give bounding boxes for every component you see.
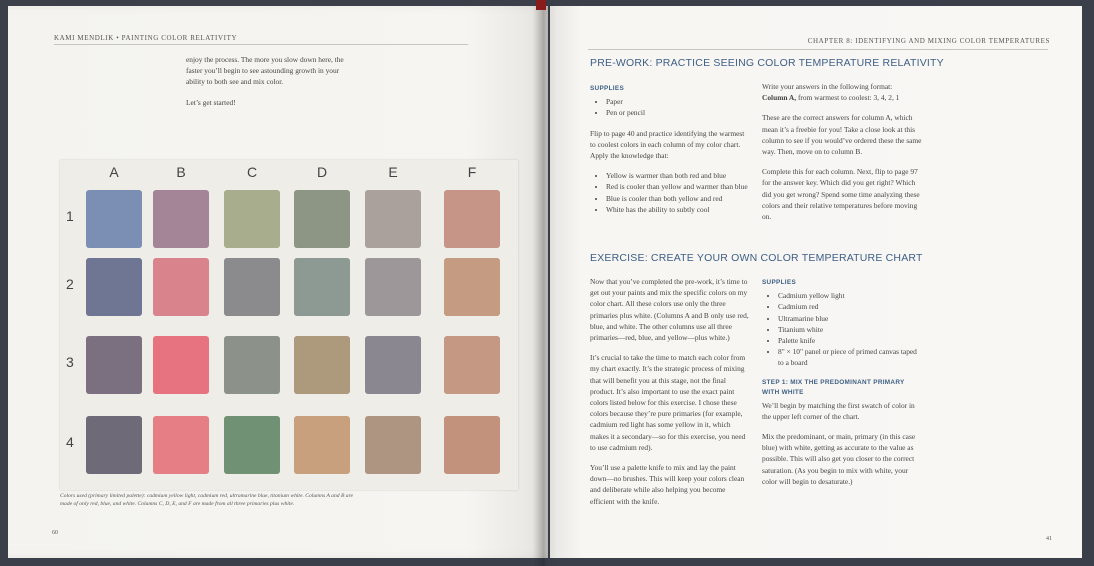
prework-supplies-list bbox=[590, 96, 750, 118]
exercise-right-column bbox=[762, 277, 922, 496]
exercise-paragraph-2: It’s crucial to take the time to match each color from my chart exactly. It’s the strategic process of mixing that will benefit you at this stage, not the final product. It’s also important to use the exact paint colors listed below for this exercise. I chose these colors because they’re pure primaries (for example, cadmium red light has some yellow in it, which makes it a secondary—so for this exercise, you need to use cadmium red). bbox=[590, 353, 746, 452]
format-example-bold: Column A, bbox=[762, 93, 797, 103]
column-label-d: D bbox=[316, 164, 328, 180]
swatch-c2 bbox=[224, 258, 280, 316]
swatch-e3 bbox=[365, 336, 421, 394]
exercise-supplies-list bbox=[762, 290, 922, 368]
row-label-2: 2 bbox=[66, 276, 74, 292]
prework-bullets bbox=[590, 170, 750, 215]
swatch-f3 bbox=[444, 336, 500, 394]
row-label-1: 1 bbox=[66, 208, 74, 224]
intro-paragraph-1: enjoy the process. The more you slow down here, the faster you’ll begin to see astounding growth in your ability to both see and mix color. bbox=[186, 55, 344, 87]
page-number-left: 60 bbox=[52, 530, 58, 536]
exercise-left-column bbox=[590, 276, 750, 516]
exercise-paragraph-3: You’ll use a palette knife to mix and lay the paint down—no brushes. This will keep your colors clean and deliberate while also helping you become efficient with the knife. bbox=[590, 463, 745, 506]
list-item: • Pen or pencil bbox=[606, 107, 750, 118]
column-label-c: C bbox=[246, 164, 258, 180]
prework-left-column bbox=[590, 83, 750, 215]
swatch-e1 bbox=[365, 190, 421, 248]
swatch-a1 bbox=[86, 190, 142, 248]
prework-right-column bbox=[762, 81, 922, 231]
swatch-d2 bbox=[294, 258, 350, 316]
swatch-a2 bbox=[86, 258, 142, 316]
swatch-f1 bbox=[444, 190, 500, 248]
swatch-d3 bbox=[294, 336, 350, 394]
list-item: • 8" × 10" panel or piece of primed canvas taped to a board bbox=[778, 346, 922, 368]
step1-paragraph-2: Mix the predominant, or main, primary (in this case blue) with white, getting as accurate to the value as possible. This will also get you closer to the correct saturation. (As you begin to mix with white, your color will begin to desaturate.) bbox=[762, 432, 916, 486]
running-head-right: CHAPTER 8: IDENTIFYING AND MIXING COLOR TEMPERATURES bbox=[807, 37, 1050, 45]
exercise-supplies-label: SUPPLIES bbox=[762, 279, 797, 286]
list-item: • White has the ability to subtly cool bbox=[606, 204, 750, 215]
swatch-c4 bbox=[224, 416, 280, 474]
prework-title: PRE-WORK: PRACTICE SEEING COLOR TEMPERATURE RELATIVITY bbox=[590, 57, 944, 69]
step1-paragraph-1: We’ll begin by matching the first swatch of color in the upper left corner of the chart. bbox=[762, 400, 915, 421]
column-label-e: E bbox=[388, 164, 398, 180]
list-item: • Ultramarine blue bbox=[778, 313, 922, 324]
swatch-c1 bbox=[224, 190, 280, 248]
exercise-paragraph-1: Now that you’ve completed the pre-work, it’s time to get out your paints and mix the specific colors on my color chart. All these colors use only the three primaries plus white. (Columns A and B only use red, blue, and white. The other columns use all three primaries—red, blue, and yellow—plus white.) bbox=[590, 277, 749, 343]
exercise-title: EXERCISE: CREATE YOUR OWN COLOR TEMPERATURE CHART bbox=[590, 252, 923, 264]
chart-caption: Colors used (primary limited palette): cadmium yellow light, cadmium red, ultramarine blue, titanium white. Columns A and B are made of only red, blue, and white. Columns C, D, E, and F are made from all three primaries plus white. bbox=[60, 493, 354, 507]
swatch-d1 bbox=[294, 190, 350, 248]
intro-paragraph-2: Let’s get started! bbox=[186, 97, 236, 107]
swatch-a4 bbox=[86, 416, 142, 474]
column-label-a: A bbox=[109, 164, 119, 180]
format-line: Write your answers in the following format: bbox=[762, 82, 893, 91]
row-label-3: 3 bbox=[66, 354, 74, 370]
intro-text bbox=[186, 54, 346, 117]
column-label-f: F bbox=[467, 164, 477, 180]
row-label-4: 4 bbox=[66, 434, 74, 450]
swatch-b1 bbox=[153, 190, 209, 248]
list-item: • Red is cooler than yellow and warmer than blue bbox=[606, 181, 750, 192]
list-item: • Cadmium yellow light bbox=[778, 290, 922, 301]
prework-intro: Flip to page 40 and practice identifying the warmest to coolest colors in each column of my color chart. Apply the knowledge that: bbox=[590, 128, 745, 161]
list-item: • Cadmium red bbox=[778, 301, 922, 312]
swatch-b3 bbox=[153, 336, 209, 394]
right-page bbox=[550, 6, 1082, 558]
swatch-a3 bbox=[86, 336, 142, 394]
prework-paragraph-3: Complete this for each column. Next, flip to page 97 for the answer key. Which did you get right? Which did you get wrong? Spend some time analyzing these colors and their relative temperatures before moving on. bbox=[762, 167, 920, 222]
column-label-b: B bbox=[176, 164, 186, 180]
format-example bbox=[762, 92, 922, 103]
bookmark-ribbon bbox=[536, 0, 546, 10]
swatch-b4 bbox=[153, 416, 209, 474]
color-chart bbox=[60, 160, 518, 490]
swatch-f2 bbox=[444, 258, 500, 316]
list-item: • Paper bbox=[606, 96, 750, 107]
step1-label: STEP 1: MIX THE PREDOMINANT PRIMARY WITH WHITE bbox=[762, 378, 905, 396]
prework-supplies-label: SUPPLIES bbox=[590, 85, 625, 92]
swatch-e2 bbox=[365, 258, 421, 316]
book-spine bbox=[533, 0, 557, 566]
running-head-left: KAMI MENDLIK • PAINTING COLOR RELATIVITY bbox=[54, 34, 238, 42]
list-item: • Blue is cooler than both yellow and red bbox=[606, 193, 750, 204]
list-item: • Titanium white bbox=[778, 324, 922, 335]
swatch-e4 bbox=[365, 416, 421, 474]
header-rule-right bbox=[588, 49, 1048, 50]
prework-paragraph-2: These are the correct answers for column A, which mean it’s a freebie for you! Take a close look at this column to see if you would’ve ordered these the same way. Then, move on to column B. bbox=[762, 113, 922, 157]
format-example-rest: from warmest to coolest: 3, 4, 2, 1 bbox=[796, 93, 900, 103]
page-number-right: 41 bbox=[1046, 536, 1052, 542]
left-page bbox=[8, 6, 548, 558]
list-item: • Yellow is warmer than both red and blue bbox=[606, 170, 750, 181]
swatch-c3 bbox=[224, 336, 280, 394]
swatch-b2 bbox=[153, 258, 209, 316]
swatch-d4 bbox=[294, 416, 350, 474]
header-rule-left bbox=[54, 44, 468, 45]
list-item: • Palette knife bbox=[778, 335, 922, 346]
swatch-f4 bbox=[444, 416, 500, 474]
